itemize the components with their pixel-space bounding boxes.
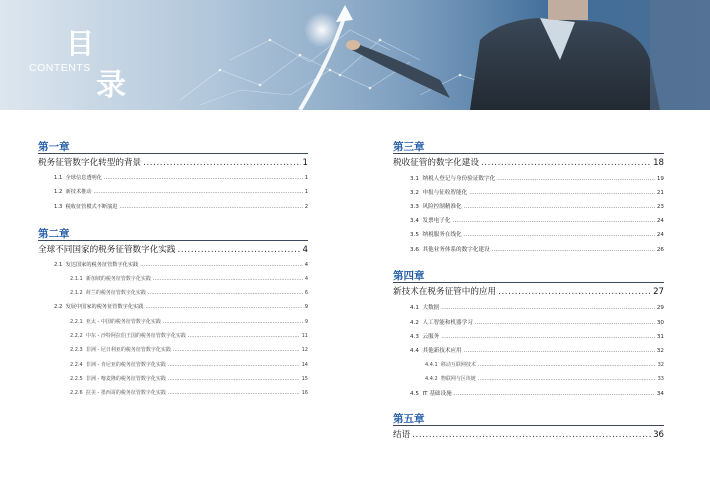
toc-num: 2.2.3 xyxy=(70,347,83,353)
toc-entry-3-2[interactable] xyxy=(410,188,664,196)
toc-title: 纳税服务在线化 xyxy=(422,232,462,238)
toc-entry-1-3[interactable] xyxy=(54,203,308,210)
toc-num: 1.2 xyxy=(54,189,63,195)
toc-entry-2-1-1[interactable] xyxy=(70,275,308,282)
chapter-divider-3 xyxy=(393,153,664,154)
toc-title: 大数据 xyxy=(422,305,440,311)
toc-page: 4 xyxy=(302,245,308,255)
toc-title: IT 基础设施 xyxy=(422,391,452,397)
toc-title: 亚太 - 中国的税务征管数字化实践 xyxy=(85,319,161,325)
toc-title: 人工智能和机器学习 xyxy=(422,320,473,326)
toc-page: 4 xyxy=(304,276,308,282)
toc-num: 3.1 xyxy=(410,176,419,182)
toc-entry-chapter-4[interactable] xyxy=(393,285,664,297)
toc-page: 23 xyxy=(656,204,664,210)
toc-page: 1 xyxy=(304,175,308,181)
toc-entry-2-1[interactable] xyxy=(54,261,308,268)
toc-entry-chapter-3[interactable] xyxy=(393,156,664,168)
toc-title: 非洲 - 肯尼亚的税务征管数字化实践 xyxy=(85,362,166,368)
toc-entry-4-3[interactable] xyxy=(410,332,664,340)
toc-num: 3.3 xyxy=(410,204,419,210)
toc-page: 18 xyxy=(653,158,664,168)
toc-title: 税务征管数字化转型的背景 xyxy=(38,158,142,168)
toc-title: 其他新技术应用 xyxy=(422,348,462,354)
toc-title: 申报与征收智能化 xyxy=(422,190,468,196)
toc-num: 4.3 xyxy=(410,334,419,340)
toc-entry-2-2-4[interactable] xyxy=(70,361,308,368)
toc-page: 15 xyxy=(301,376,308,382)
toc-page: 4 xyxy=(304,262,308,268)
toc-title: 纳税人登记与身份验证数字化 xyxy=(422,176,496,182)
toc-page: 32 xyxy=(657,362,664,368)
chapter-heading-1: 第一章 xyxy=(38,141,70,153)
toc-entry-chapter-5[interactable] xyxy=(393,428,664,440)
toc-page: 9 xyxy=(304,304,308,310)
toc-entry-2-2-1[interactable] xyxy=(70,318,308,325)
toc-entry-2-2-6[interactable] xyxy=(70,389,308,396)
toc-title: 其他业务体系的数字化建设 xyxy=(422,247,490,253)
toc-page: 11 xyxy=(301,333,308,339)
toc-title: 荷兰的税务征管数字化实践 xyxy=(85,290,146,296)
toc-page: 21 xyxy=(656,190,664,196)
header-banner xyxy=(0,0,710,110)
toc-page: 29 xyxy=(656,305,664,311)
toc-entry-3-5[interactable] xyxy=(410,230,664,238)
toc-entry-3-4[interactable] xyxy=(410,216,664,224)
toc-num: 4.4.2 xyxy=(425,376,438,382)
toc-title: 税收征管模式不断演进 xyxy=(65,204,118,210)
toc-num: 2.2 xyxy=(54,304,63,310)
toc-entry-4-2[interactable] xyxy=(410,318,664,326)
toc-num: 4.2 xyxy=(410,320,419,326)
toc-num: 2.2.4 xyxy=(70,362,83,368)
toc-title: 物联网与区块链 xyxy=(440,376,476,382)
chapter-heading-4: 第四章 xyxy=(393,270,425,282)
title-char-lu: 录 xyxy=(96,68,126,103)
title-char-mu: 目 xyxy=(66,27,97,60)
toc-num: 4.1 xyxy=(410,305,419,311)
toc-num: 2.1 xyxy=(54,262,63,268)
toc-entry-4-5[interactable] xyxy=(410,389,664,397)
toc-num: 3.4 xyxy=(410,218,419,224)
toc-entry-chapter-2[interactable] xyxy=(38,243,308,255)
toc-page: 6 xyxy=(304,290,308,296)
toc-num: 3.6 xyxy=(410,247,419,253)
toc-entry-1-2[interactable] xyxy=(54,188,308,195)
toc-entry-4-4[interactable] xyxy=(410,346,664,354)
toc-entry-3-6[interactable] xyxy=(410,245,664,253)
chapter-heading-5: 第五章 xyxy=(393,413,425,425)
chapter-divider-1 xyxy=(38,153,308,154)
toc-entry-3-3[interactable] xyxy=(410,202,664,210)
toc-page: 14 xyxy=(301,362,308,368)
toc-title: 云服务 xyxy=(422,334,440,340)
toc-title: 全球不同国家的税务征管数字化实践 xyxy=(38,245,176,255)
toc-num: 2.1.2 xyxy=(70,290,83,296)
toc-num: 4.5 xyxy=(410,391,419,397)
chapter-heading-3: 第三章 xyxy=(393,141,425,153)
toc-page: 1 xyxy=(304,189,308,195)
toc-title: 中东 - 沙特阿拉伯王国的税务征管数字化实践 xyxy=(85,333,186,339)
chapter-divider-2 xyxy=(38,240,308,241)
toc-num: 2.2.2 xyxy=(70,333,83,339)
toc-entry-3-1[interactable] xyxy=(410,174,664,182)
toc-page: 31 xyxy=(656,334,664,340)
toc-title: 新加坡的税务征管数字化实践 xyxy=(85,276,151,282)
toc-title: 税收征管的数字化建设 xyxy=(393,158,479,168)
toc-entry-2-2-2[interactable] xyxy=(70,332,308,339)
toc-page: 24 xyxy=(656,218,664,224)
toc-num: 4.4 xyxy=(410,348,419,354)
toc-page: 30 xyxy=(656,320,664,326)
toc-title: 风险控制精准化 xyxy=(422,204,462,210)
toc-title: 全球信息透明化 xyxy=(65,175,102,181)
toc-title: 发达国家的税务征管数字化实践 xyxy=(65,262,139,268)
toc-entry-4-1[interactable] xyxy=(410,303,664,311)
toc-num: 2.2.5 xyxy=(70,376,83,382)
toc-entry-4-4-2[interactable] xyxy=(425,375,664,382)
toc-title: 拉美 - 墨西哥的税务征管数字化实践 xyxy=(85,390,166,396)
toc-num: 2.1.1 xyxy=(70,276,83,282)
toc-page: 36 xyxy=(653,430,664,440)
toc-entry-2-2-5[interactable] xyxy=(70,375,308,382)
toc-num: 3.5 xyxy=(410,232,419,238)
toc-entry-4-4-1[interactable] xyxy=(425,361,664,368)
toc-num: 1.1 xyxy=(54,175,63,181)
toc-page: 32 xyxy=(656,348,664,354)
toc-entry-2-2[interactable] xyxy=(54,303,308,310)
toc-num: 2.2.6 xyxy=(70,390,83,396)
toc-num: 4.4.1 xyxy=(425,362,438,368)
toc-entry-1-1[interactable] xyxy=(54,174,308,181)
toc-page: 19 xyxy=(656,176,664,182)
toc-page: 27 xyxy=(653,287,664,297)
toc-page: 16 xyxy=(301,390,308,396)
toc-page: 1 xyxy=(302,158,308,168)
toc-entry-2-2-3[interactable] xyxy=(70,346,308,353)
toc-page: 24 xyxy=(656,232,664,238)
toc-title: 发展中国家的税务征管数字化实践 xyxy=(65,304,144,310)
toc-page: 33 xyxy=(657,376,664,382)
toc-num: 1.3 xyxy=(54,204,63,210)
toc-page: 12 xyxy=(301,347,308,353)
toc-title: 新技术在税务征管中的应用 xyxy=(393,287,497,297)
contents-label: CONTENTS xyxy=(29,62,91,74)
toc-title: 结语 xyxy=(393,430,411,440)
toc-num: 3.2 xyxy=(410,190,419,196)
toc-page: 26 xyxy=(656,247,664,253)
toc-title: 非洲 - 喀麦隆的税务征管数字化实践 xyxy=(85,376,166,382)
toc-title: 非洲 - 尼日利亚的税务征管数字化实践 xyxy=(85,347,171,353)
toc-title: 移动互联网技术 xyxy=(440,362,476,368)
toc-page: 34 xyxy=(656,391,664,397)
toc-title: 新技术推动 xyxy=(65,189,92,195)
chapter-heading-2: 第二章 xyxy=(38,228,70,240)
toc-page: 9 xyxy=(304,319,308,325)
chapter-divider-4 xyxy=(393,282,664,283)
chapter-divider-5 xyxy=(393,425,664,426)
toc-num: 2.2.1 xyxy=(70,319,83,325)
toc-page: 2 xyxy=(304,204,308,210)
toc-entry-2-1-2[interactable] xyxy=(70,289,308,296)
toc-title: 发票电子化 xyxy=(422,218,451,224)
toc-entry-chapter-1[interactable] xyxy=(38,156,308,168)
